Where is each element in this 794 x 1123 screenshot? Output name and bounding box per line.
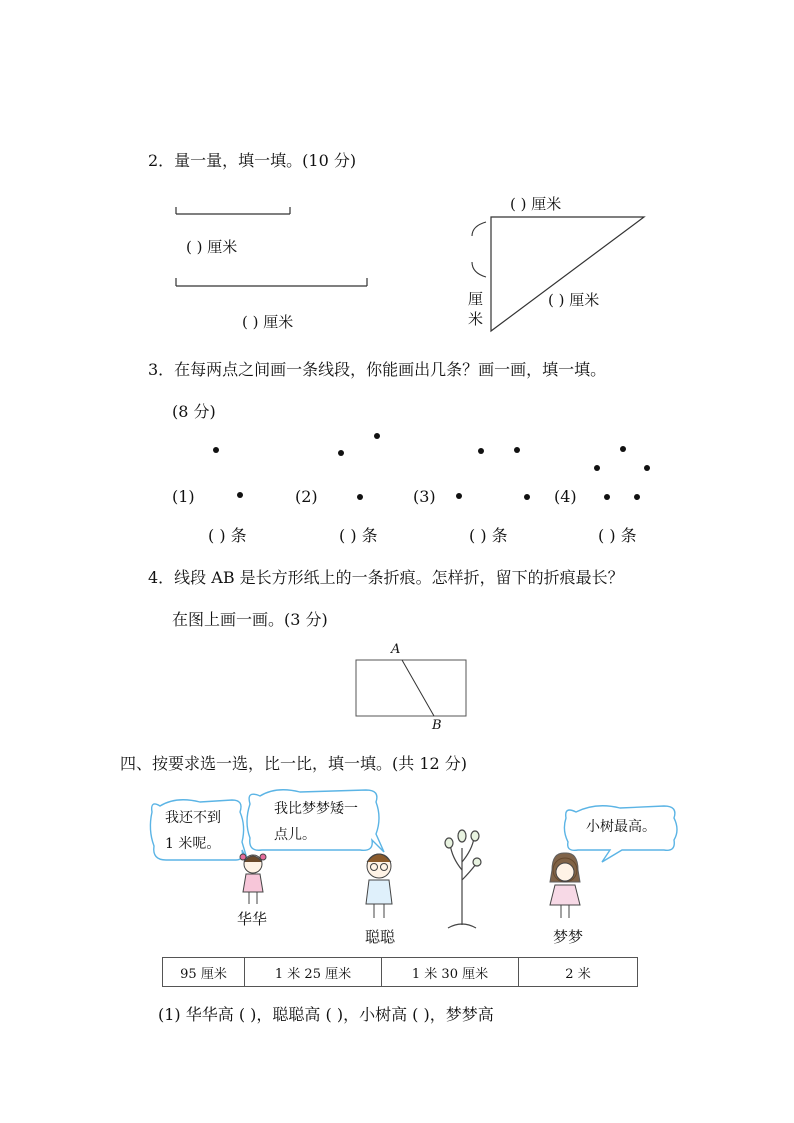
bubble-1-line-1: 我还不到 [165,810,221,826]
segment-1-answer: ( ) 厘米 [186,238,238,256]
q3-item-1-number: (1) [172,487,195,506]
triangle-left-char1: 厘 [468,290,484,308]
bubble-2-line-2: 点儿。 [274,827,316,843]
q3-item-3-answer: ( ) 条 [469,526,508,545]
huahua-figure [240,854,266,904]
label-a: A [391,642,401,657]
triangle-top-answer: ( ) 厘米 [510,195,562,213]
q4-line-2: 在图上画一画。(3 分) [172,610,328,629]
congcong-figure [366,854,392,918]
q3-item-4-answer: ( ) 条 [598,526,637,545]
table-cell-1: 95 厘米 [163,958,245,986]
small-tree [445,830,481,928]
mengmeng-figure [550,853,580,918]
segment-2-answer: ( ) 厘米 [242,313,294,331]
q3-item-2-number: (2) [295,487,318,506]
q2-title: 2．量一量，填一填。(10 分) [148,151,357,170]
table-cell-4: 2 米 [565,966,591,982]
q3-item-4-number: (4) [554,487,577,506]
section4-question-1: (1) 华华高 ( )，聪聪高 ( )，小树高 ( )，梦梦高 [158,1005,494,1024]
name-mengmeng: 梦梦 [553,928,584,946]
name-huahua: 华华 [237,910,268,928]
triangle-hyp-answer: ( ) 厘米 [548,291,600,309]
table-cell-3: 1 米 30 厘米 [382,958,519,986]
q3-title: 3．在每两点之间画一条线段，你能画出几条？画一画，填一填。 [148,360,607,379]
triangle-left-char2: 米 [468,310,484,328]
section4-title: 四、按要求选一选，比一比，填一填。(共 12 分) [120,754,468,773]
q3-item-3-number: (3) [413,487,436,506]
bubble-1-line-2: 1 米呢。 [165,836,221,852]
bubble-2-line-1: 我比梦梦矮一 [274,801,358,817]
bubble-3-text: 小树最高。 [586,819,656,835]
table-cell-2: 1 米 25 厘米 [245,958,382,986]
name-congcong: 聪聪 [365,928,396,946]
q4-line-1: 4．线段 AB 是长方形纸上的一条折痕。怎样折，留下的折痕最长？ [148,568,624,587]
height-table [162,957,638,987]
q3-item-2-answer: ( ) 条 [339,526,378,545]
q3-item-1-answer: ( ) 条 [208,526,247,545]
label-b: B [432,718,442,733]
q3-score: (8 分) [172,402,216,421]
